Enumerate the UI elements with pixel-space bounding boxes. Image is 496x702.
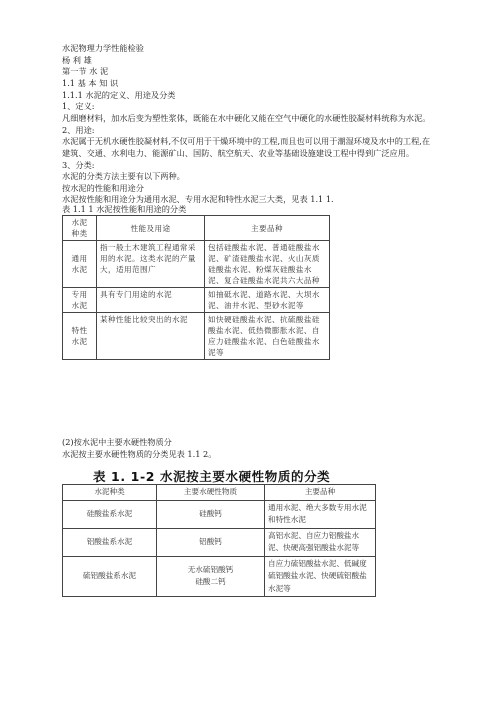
definition-text: 凡细磨材料，加水后变为塑性浆体，既能在水中硬化又能在空气中硬化的水硬性胶凝材料统称为水泥。 [62,113,431,123]
table-cell: 无水硫铝酸钙 硅酸二钙 [157,556,265,597]
table-cell: 自应力硫铝酸盐水泥、低碱度硫铝酸盐水泥、快硬硫铝酸盐水泥等 [265,556,376,597]
heading-2: 1.1.1 水泥的定义、用途及分类 [62,90,176,100]
section-title: 第一节 水 泥 [62,66,109,76]
table1-caption: 表 1.1 1 水泥按性能和用途的分类 [62,204,187,214]
subsection-2-text: 水泥按主要水硬性物质的分类见表 1.1 2。 [62,449,217,459]
author: 杨 利 雄 [62,55,92,65]
table-row [63,556,376,597]
table2-title: 表 1. 1-2 水泥按主要水硬性物质的分类 [93,469,331,484]
subsection-2-heading: (2)按水泥中主要水硬性物质分 [62,437,172,447]
table-cell: 包括硅酸盐水泥、普通硅酸盐水泥、矿渣硅酸盐水泥、火山灰质硅酸盐水泥、粉煤灰硅酸盐水泥、复合硅酸盐水泥共六大品种 [205,241,330,288]
classification-line-3: 水泥按性能和用途分为通用水泥、专用水泥和特性水泥三大类，见表 1.1 1. [62,194,334,204]
table-1 [62,215,330,360]
usage-text: 水泥属于无机水硬性胶凝材料,不仅可用于干燥环境中的工程,而且也可以用于潮湿环境及水中的工程,在建筑、交通、水利电力、能源矿山、国防、航空航天、农业等基础设施建设工程中得到广泛应用。 [62,136,431,158]
table-cell: 具有专门用途的水泥 [97,288,205,313]
table-cell: 如抽砥水泥、道路水泥、大坝水泥、油井水泥、型砂水泥等 [205,288,330,313]
classification-heading: 3、分类: [62,160,95,170]
doc-title: 水泥物理力学性能检验 [62,43,144,53]
table-cell: 铝酸盐系水泥 [63,528,157,556]
table-2-header-row [63,485,376,501]
table-2-header-cell: 主要水硬性物质 [157,485,265,501]
table-1-header-row [63,216,330,241]
table-row [63,500,376,528]
table-cell: 硅酸钙 [157,500,265,528]
table-cell: 专用 水泥 [63,288,97,313]
table-cell: 某种性能比较突出的水泥 [97,313,205,360]
table-1-header-cell: 性能及用途 [97,216,205,241]
table-row [63,313,330,360]
table-row [63,241,330,288]
table-cell: 通用 水泥 [63,241,97,288]
table-cell: 硫铝酸盐系水泥 [63,556,157,597]
classification-line-2: 按水泥的性能和用途分 [62,183,144,193]
table-cell: 如快硬硅酸盐水泥、抗硫酸盐硅酸盐水泥、低热微膨胀水泥、自应力硅酸盐水泥、白色硅酸盐水泥等 [205,313,330,360]
table-cell: 通用水泥、绝大多数专用水泥和特性水泥 [265,500,376,528]
table-1-header-cell: 水泥 种类 [63,216,97,241]
table-2 [62,484,376,597]
table-1-header-cell: 主要品种 [205,216,330,241]
table-row [63,528,376,556]
table-2-header-cell: 水泥种类 [63,485,157,501]
heading-1: 1.1 基 本 知 识 [62,78,119,88]
table-cell: 高铝水泥、自应力铝酸盐水泥、快硬高强铝酸盐水泥等 [265,528,376,556]
table-2-header-cell: 主要品种 [265,485,376,501]
table-row [63,288,330,313]
table-cell: 指一般土木建筑工程通常采用的水泥。这类水泥的产量大，适用范围广 [97,241,205,288]
classification-line-1: 水泥的分类方法主要有以下两种。 [62,171,185,181]
table-cell: 铝酸钙 [157,528,265,556]
table-cell: 硅酸盐系水泥 [63,500,157,528]
table-cell: 特性 水泥 [63,313,97,360]
definition-heading: 1、定义: [62,101,95,111]
usage-heading: 2、用途: [62,125,95,135]
